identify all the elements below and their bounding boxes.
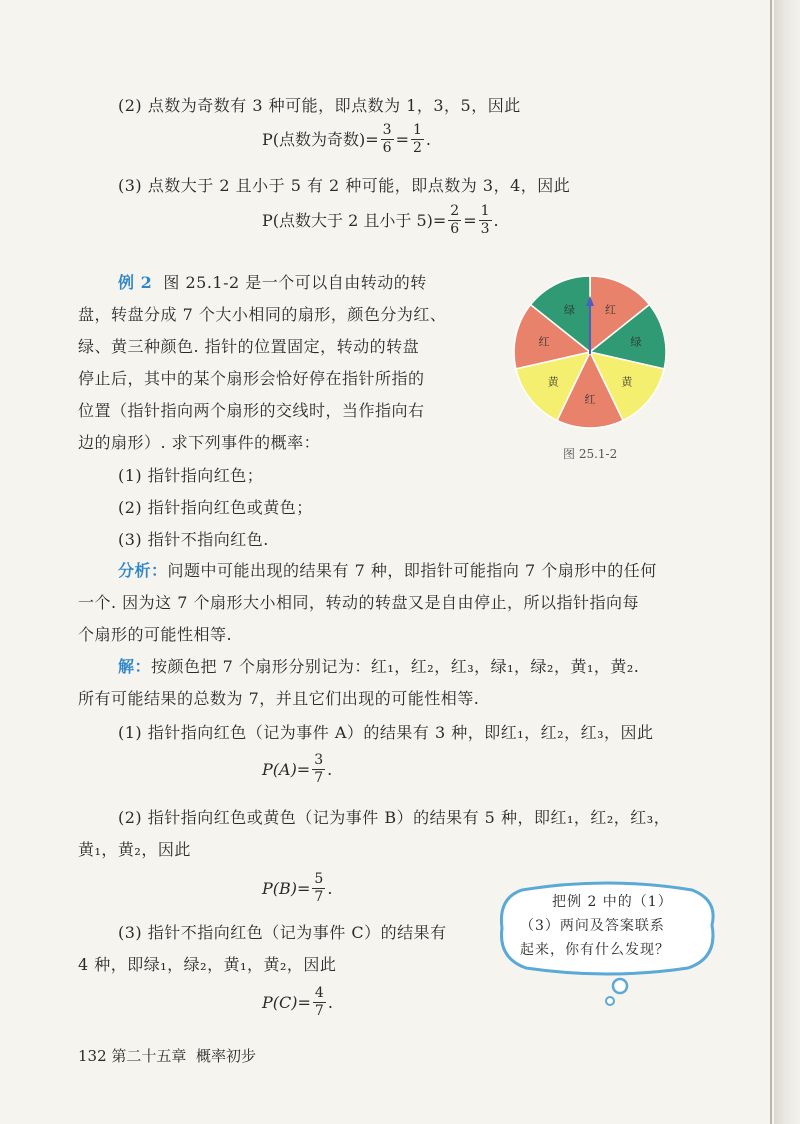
solution-line-1 xyxy=(118,656,639,678)
frac-den: 7 xyxy=(314,889,324,905)
example-text-1: 图 25.1-2 是一个可以自由转动的转 xyxy=(163,273,427,292)
formula-pa-end: . xyxy=(327,759,333,779)
formula-odd-frac1 xyxy=(381,122,394,157)
formula-pc-frac xyxy=(313,985,326,1020)
frac-den: 6 xyxy=(382,140,392,156)
formula-odd-op: = xyxy=(395,129,409,149)
spinner-sector-label: 绿 xyxy=(564,303,576,317)
solution-part-2b: 黄₁，黄₂，因此 xyxy=(78,840,191,859)
formula-odd-end: . xyxy=(425,129,432,149)
analysis-line-3: 个扇形的可能性相等. xyxy=(78,625,233,644)
page-edge-line xyxy=(770,0,772,1124)
analysis-label: 分析： xyxy=(118,561,168,580)
formula-odd-frac2 xyxy=(411,122,424,157)
solution-part-1: (1) 指针指向红色（记为事件 A）的结果有 3 种，即红₁，红₂，红₃，因此 xyxy=(118,723,654,742)
example-label: 例 2 xyxy=(118,273,153,292)
bubble-line-1: 把例 2 中的（1） xyxy=(552,894,673,910)
bubble-line-2: （3）两问及答案联系 xyxy=(520,918,665,934)
frac-num: 3 xyxy=(382,122,392,138)
solution-text-1: 按颜色把 7 个扇形分别记为：红₁，红₂，红₃，绿₁，绿₂，黄₁，黄₂. xyxy=(151,657,640,676)
formula-odd xyxy=(262,122,431,157)
formula-pb xyxy=(262,871,332,906)
formula-range-op: = xyxy=(463,210,477,230)
formula-range-frac1 xyxy=(448,203,461,238)
formula-pb-lhs: P(B)= xyxy=(262,878,311,898)
solution-part-2a: (2) 指针指向红色或黄色（记为事件 B）的结果有 5 种，即红₁，红₂，红₃， xyxy=(118,808,671,827)
example-line-5: 位置（指针指向两个扇形的交线时，当作指向右 xyxy=(78,401,425,420)
formula-pc-end: . xyxy=(327,992,333,1012)
formula-range-end: . xyxy=(493,210,499,230)
frac-num: 1 xyxy=(413,122,422,138)
formula-pa-lhs: P(A)= xyxy=(262,759,311,779)
analysis-line-2: 一个. 因为这 7 个扇形大小相同，转动的转盘又是自由停止，所以指针指向每 xyxy=(78,593,640,612)
chapter-title: 概率初步 xyxy=(195,1047,256,1065)
formula-range xyxy=(262,203,499,238)
solution-part-3a: (3) 指针不指向红色（记为事件 C）的结果有 xyxy=(118,923,447,942)
spinner-sector-label: 黄 xyxy=(547,375,559,389)
frac-num: 2 xyxy=(450,203,460,219)
figure-caption: 图 25.1-2 xyxy=(563,447,618,461)
solution-label: 解： xyxy=(118,657,152,676)
example-line-6: 边的扇形）. 求下列事件的概率： xyxy=(78,433,321,452)
formula-pb-end: . xyxy=(327,878,333,898)
bubble-dot-1 xyxy=(613,979,627,993)
formula-pc-lhs: P(C)= xyxy=(262,992,311,1012)
frac-num: 4 xyxy=(314,985,324,1001)
frac-den: 6 xyxy=(450,221,460,237)
example-question-1: (1) 指针指向红色； xyxy=(118,466,264,485)
bubble-line-3: 起来，你有什么发现？ xyxy=(520,942,670,958)
frac-den: 7 xyxy=(314,1003,324,1019)
example-line-1 xyxy=(118,272,427,294)
page-footer xyxy=(78,1045,256,1066)
formula-pb-frac xyxy=(312,871,325,906)
chapter-label: 第二十五章 xyxy=(111,1047,187,1065)
frac-den: 7 xyxy=(314,770,324,786)
solution-line-2: 所有可能结果的总数为 7，并且它们出现的可能性相等. xyxy=(78,689,480,708)
solution-part-3b: 4 种，即绿₁，绿₂，黄₁，黄₂，因此 xyxy=(78,955,337,974)
page-number: 132 xyxy=(78,1047,107,1065)
spinner-sector-label: 红 xyxy=(604,303,616,317)
example-question-2: (2) 指针指向红色或黄色； xyxy=(118,498,313,517)
formula-pa xyxy=(262,752,332,787)
example-line-3: 绿、黄三种颜色. 指针的位置固定，转动的转盘 xyxy=(78,337,420,356)
spinner-figure xyxy=(510,272,670,432)
text-line-part3: (3) 点数大于 2 且小于 5 有 2 种可能，即点数为 3，4，因此 xyxy=(118,176,571,195)
bubble-dot-2 xyxy=(606,997,614,1005)
frac-den: 2 xyxy=(413,140,422,156)
example-line-4: 停止后，其中的某个扇形会恰好停在指针所指的 xyxy=(78,369,425,388)
example-line-2: 盘，转盘分成 7 个大小相同的扇形，颜色分为红、 xyxy=(78,305,447,324)
formula-pc xyxy=(262,985,333,1020)
example-question-3: (3) 指针不指向红色. xyxy=(118,530,269,549)
spinner-sector-label: 黄 xyxy=(621,375,633,389)
frac-num: 1 xyxy=(480,203,490,219)
formula-range-frac2 xyxy=(479,203,492,238)
frac-num: 5 xyxy=(314,871,324,887)
formula-odd-lhs: P(点数为奇数)= xyxy=(262,129,379,149)
analysis-line-1 xyxy=(118,560,657,582)
text-line-part2: (2) 点数为奇数有 3 种可能，即点数为 1，3，5，因此 xyxy=(118,96,521,115)
formula-pa-frac xyxy=(312,752,325,787)
frac-den: 3 xyxy=(480,221,490,237)
spinner-sector-label: 绿 xyxy=(630,335,642,349)
formula-range-lhs: P(点数大于 2 且小于 5)= xyxy=(262,210,447,230)
spinner-sector-label: 红 xyxy=(538,335,550,349)
page-edge xyxy=(774,0,800,1124)
spinner-sector-label: 红 xyxy=(584,393,596,407)
analysis-text-1: 问题中可能出现的结果有 7 种，即指针可能指向 7 个扇形中的任何 xyxy=(167,561,657,580)
frac-num: 3 xyxy=(314,752,324,768)
